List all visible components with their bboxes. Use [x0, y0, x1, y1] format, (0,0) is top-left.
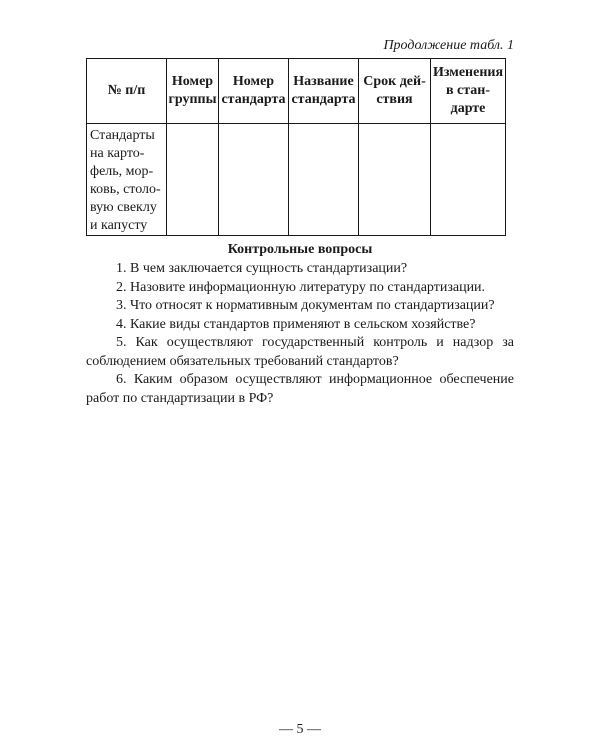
- header-cell-changes: Изменения в стан- дарте: [431, 59, 506, 124]
- table-cell-standards-description: Стандарты на карто- фель, мор- ковь, столо- вую свеклу и капусту: [87, 124, 167, 236]
- question-item: 2. Назовите информационную литературу по стандартизации.: [116, 279, 486, 295]
- question-item: 5. Как осуществляют государственный контроль и надзор за соблюдением обязательных требований стандартов?: [86, 335, 514, 369]
- questions-list: [86, 260, 514, 408]
- question-item: 4. Какие виды стандартов применяют в сельском хозяйстве?: [116, 316, 476, 332]
- header-cell-validity: Срок дей- ствия: [359, 59, 431, 124]
- table-header-row: [87, 59, 506, 124]
- question-item: 3. Что относят к нормативным документам по стандартизации?: [116, 298, 495, 313]
- question-item: 6. Каким образом осуществляют информационное обеспечение работ по стандартизации в РФ?: [86, 372, 514, 406]
- section-title: Контрольные вопросы: [227, 242, 373, 257]
- page-number: — 5 —: [279, 722, 321, 737]
- header-cell-standard-number: Номер стандарта: [219, 59, 289, 124]
- header-cell-group: Номер группы: [167, 59, 219, 124]
- table-cell-empty: [359, 124, 431, 236]
- header-cell-number: № п/п: [87, 59, 167, 124]
- header-cell-standard-name: Название стандарта: [289, 59, 359, 124]
- table-continuation-caption: Продолжение табл. 1: [383, 38, 514, 53]
- table-cell-empty: [431, 124, 506, 236]
- table-cell-empty: [219, 124, 289, 236]
- table-cell-empty: [167, 124, 219, 236]
- table-row: [87, 124, 506, 236]
- question-item: 1. В чем заключается сущность стандартизации?: [116, 261, 408, 276]
- table-cell-empty: [289, 124, 359, 236]
- standards-table: [86, 58, 506, 236]
